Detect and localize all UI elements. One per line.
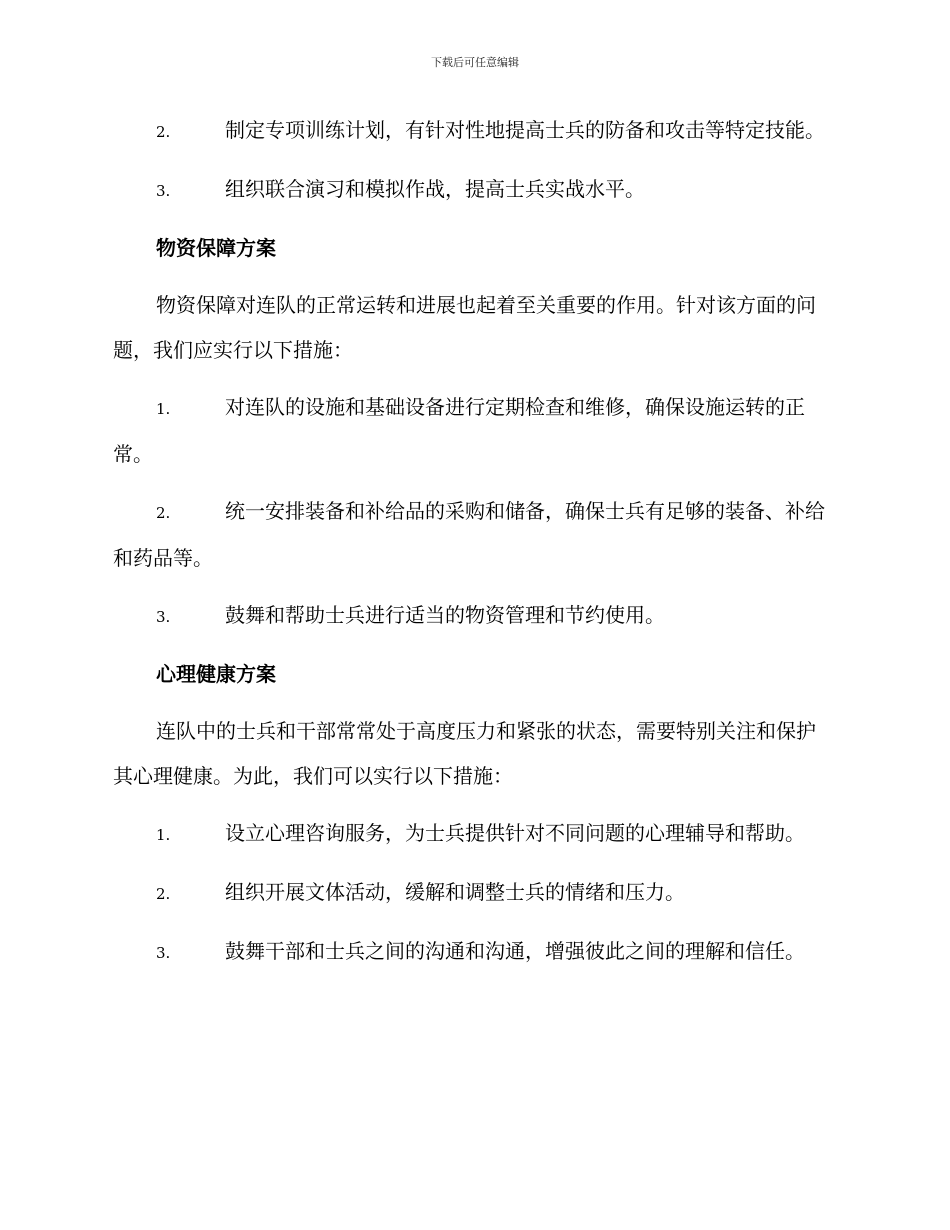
list-text: 鼓舞干部和士兵之间的沟通和沟通，增强彼此之间的理解和信任。 xyxy=(225,939,805,963)
list-item xyxy=(113,489,833,581)
list-number: 1. xyxy=(156,826,171,844)
paragraph: 连队中的士兵和干部常常处于高度压力和紧张的状态，需要特别关注和保护其心理健康。为此，我们可以实行以下措施： xyxy=(113,719,816,788)
list-number: 2. xyxy=(156,504,171,522)
list-item xyxy=(113,593,833,640)
list-number: 3. xyxy=(156,608,171,626)
section-heading: 心理健康方案 xyxy=(156,662,276,686)
list-number: 3. xyxy=(156,182,171,200)
section-heading: 物资保障方案 xyxy=(156,236,276,260)
list-item xyxy=(113,167,833,214)
list-item xyxy=(113,870,833,917)
list-text: 对连队的设施和基础设备进行定期检查和维修，确保设施运转的正常。 xyxy=(113,395,805,466)
list-text: 鼓舞和帮助士兵进行适当的物资管理和节约使用。 xyxy=(225,603,665,627)
list-number: 2. xyxy=(156,123,171,141)
list-text: 组织开展文体活动，缓解和调整士兵的情绪和压力。 xyxy=(225,880,685,904)
list-number: 1. xyxy=(156,400,171,418)
list-text: 组织联合演习和模拟作战，提高士兵实战水平。 xyxy=(225,177,645,201)
list-item xyxy=(113,811,833,858)
list-text: 设立心理咨询服务，为士兵提供针对不同问题的心理辅导和帮助。 xyxy=(225,821,805,845)
list-item xyxy=(113,385,833,477)
list-number: 2. xyxy=(156,885,171,903)
list-item xyxy=(113,108,833,155)
header-note: 下载后可任意编辑 xyxy=(431,56,519,69)
list-text: 统一安排装备和补给品的采购和储备，确保士兵有足够的装备、补给和药品等。 xyxy=(113,499,825,570)
paragraph: 物资保障对连队的正常运转和进展也起着至关重要的作用。针对该方面的问题，我们应实行以下措施： xyxy=(113,293,816,362)
list-item xyxy=(113,929,833,976)
list-number: 3. xyxy=(156,944,171,962)
list-text: 制定专项训练计划，有针对性地提高士兵的防备和攻击等特定技能。 xyxy=(225,118,825,142)
document-body xyxy=(113,108,833,988)
